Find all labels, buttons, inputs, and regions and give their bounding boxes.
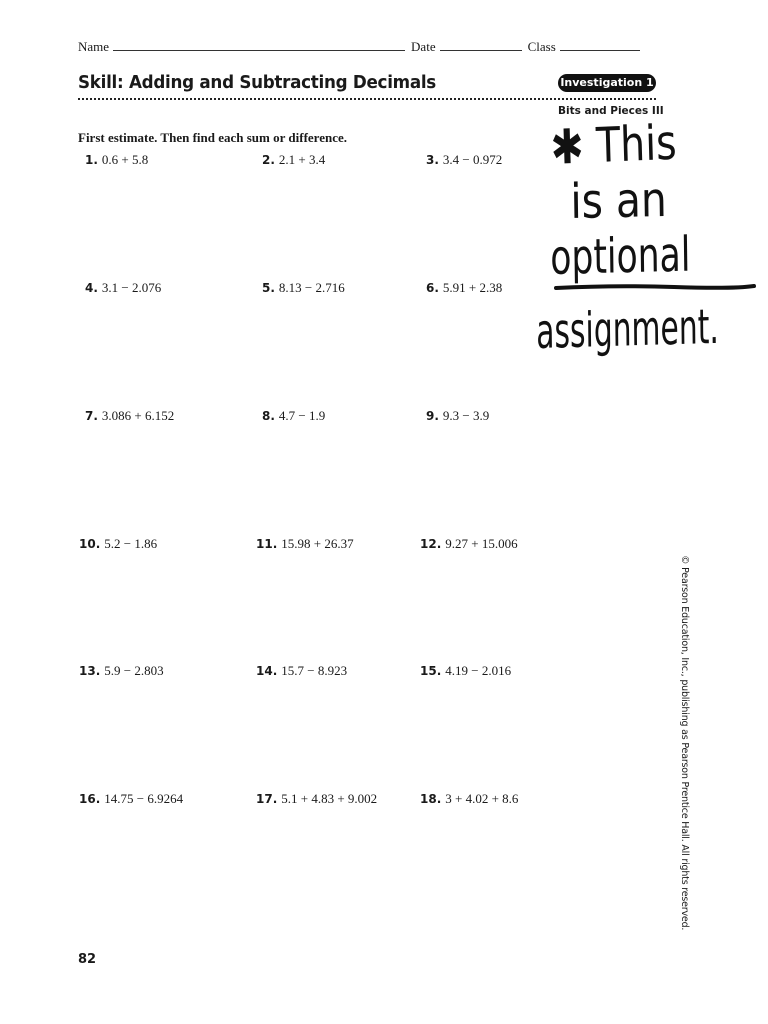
problem-expression: 5.2 − 1.86	[104, 536, 158, 551]
page-number: 82	[78, 952, 97, 967]
problem-number: 7.	[85, 409, 98, 423]
problem-item	[256, 663, 347, 679]
problem-expression: 8.13 − 2.716	[278, 280, 345, 295]
problem-item	[85, 280, 161, 296]
problem-item	[426, 152, 502, 168]
problem-number: 8.	[262, 409, 275, 423]
problem-item	[262, 152, 325, 168]
problem-expression: 5.1 + 4.83 + 9.002	[281, 791, 378, 806]
unit-subtitle: Bits and Pieces III	[558, 105, 664, 117]
date-field[interactable]	[440, 38, 522, 51]
problem-item	[420, 536, 518, 552]
problem-expression: 3.4 − 0.972	[442, 152, 503, 167]
problem-number: 16.	[79, 792, 101, 806]
problem-number: 13.	[79, 664, 101, 678]
name-label: Name	[78, 39, 110, 54]
problem-expression: 5.9 − 2.803	[104, 663, 164, 678]
problem-item	[426, 408, 489, 424]
copyright-notice: © Pearson Education, Inc., publishing as Pearson Prentice Hall. All rights reserved.	[679, 555, 690, 931]
problem-number: 17.	[256, 792, 278, 806]
problem-number: 14.	[256, 664, 278, 678]
problem-item	[426, 280, 502, 296]
problem-item	[256, 536, 354, 552]
problem-number: 11.	[256, 537, 278, 551]
problem-expression: 3.086 + 6.152	[101, 408, 175, 423]
handwritten-line-1: ✱ This	[549, 114, 678, 176]
handwritten-note	[535, 114, 756, 390]
problem-item	[420, 663, 511, 679]
header-fields	[78, 38, 658, 55]
problem-number: 15.	[420, 664, 442, 678]
problem-item	[79, 791, 183, 807]
class-field[interactable]	[560, 38, 640, 51]
problem-item	[79, 536, 157, 552]
problem-expression: 5.91 + 2.38	[442, 280, 503, 295]
problem-number: 5.	[262, 281, 275, 295]
problem-expression: 0.6 + 5.8	[101, 152, 149, 167]
problem-expression: 2.1 + 3.4	[278, 152, 326, 167]
class-label: Class	[527, 39, 556, 54]
problem-item	[85, 152, 148, 168]
date-label: Date	[411, 39, 436, 54]
problem-expression: 9.3 − 3.9	[442, 408, 490, 423]
problem-number: 10.	[79, 537, 101, 551]
name-field[interactable]	[113, 38, 405, 51]
problem-expression: 15.7 − 8.923	[281, 663, 348, 678]
problem-item	[420, 791, 518, 807]
problem-expression: 4.19 − 2.016	[445, 663, 512, 678]
problem-number: 6.	[426, 281, 439, 295]
page-title: Skill: Adding and Subtracting Decimals	[78, 72, 436, 93]
problem-number: 3.	[426, 153, 439, 167]
problem-number: 12.	[420, 537, 442, 551]
handwritten-line-4: assignment.	[535, 298, 720, 360]
problem-number: 2.	[262, 153, 275, 167]
problem-number: 4.	[85, 281, 98, 295]
problem-number: 18.	[420, 792, 442, 806]
problem-item	[262, 408, 325, 424]
problem-expression: 9.27 + 15.006	[445, 536, 518, 551]
problem-expression: 15.98 + 26.37	[281, 536, 354, 551]
problem-expression: 14.75 − 6.9264	[104, 791, 184, 806]
problem-number: 1.	[85, 153, 98, 167]
problem-item	[256, 791, 377, 807]
problem-number: 9.	[426, 409, 439, 423]
problem-expression: 3 + 4.02 + 8.6	[445, 791, 519, 806]
handwritten-line-3: optional	[549, 226, 691, 286]
problem-expression: 3.1 − 2.076	[101, 280, 162, 295]
investigation-badge: Investigation 1	[558, 74, 656, 92]
underline-mark	[554, 282, 768, 294]
handwritten-line-2: is an	[569, 172, 668, 230]
problem-item	[85, 408, 174, 424]
title-divider	[78, 98, 656, 100]
problem-item	[79, 663, 164, 679]
instructions: First estimate. Then find each sum or difference.	[78, 130, 347, 145]
problem-item	[262, 280, 345, 296]
problem-expression: 4.7 − 1.9	[278, 408, 326, 423]
